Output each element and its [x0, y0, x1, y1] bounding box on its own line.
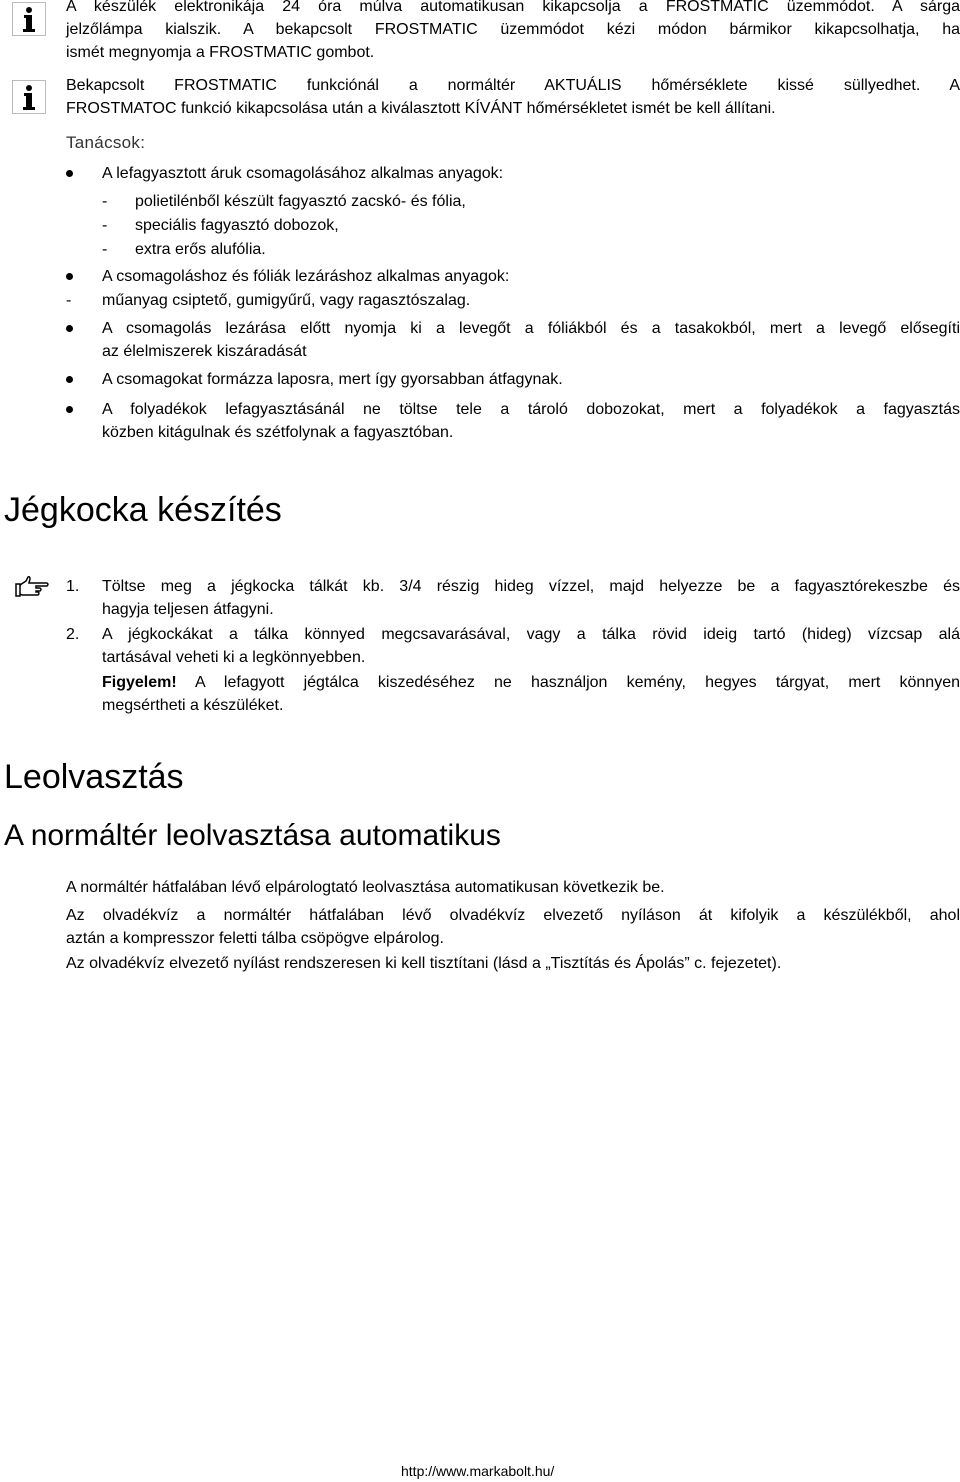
text-line: A folyadékok lefagyasztásánál ne töltse tele a tároló dobozokat, mert a folyadékok a fagyasztás — [102, 401, 960, 418]
text-line: hagyja teljesen átfagyni. — [102, 601, 274, 618]
warning-label: Figyelem! — [102, 674, 177, 691]
warning-paragraph — [102, 671, 960, 717]
defrost-paragraph-1: A normáltér hátfalában lévő elpárologtató leolvasztása automatikusan következik be. — [66, 879, 665, 896]
bullet — [66, 325, 73, 332]
tip-item-2: A csomagoláshoz és fóliák lezáráshoz alkalmas anyagok: — [102, 268, 510, 285]
text-line: A csomagolás lezárása előtt nyomja ki a levegőt a fóliákból és a tasakokból, mert a levegő elősegíti — [102, 320, 960, 337]
tip-subitem: speciális fagyasztó dobozok, — [135, 217, 339, 234]
defrost-paragraph-3: Az olvadékvíz elvezető nyílást rendszeresen ki kell tisztítani (lásd a „Tisztítás és Ápolás” c. fejezetet). — [66, 955, 782, 972]
dash: - — [102, 193, 108, 210]
text-line: FROSTMATOC funkció kikapcsolása után a kiválasztott KÍVÁNT hőmérsékletet ismét be kell állítani. — [66, 100, 776, 117]
tip-subitem: polietilénből készült fagyasztó zacskó- és fólia, — [135, 193, 466, 210]
dash: - — [102, 217, 108, 234]
section-subtitle-defrost: A normáltér leolvasztása automatikus — [4, 819, 501, 852]
info-paragraph-2 — [66, 74, 960, 120]
footer-url[interactable]: http://www.markabolt.hu/ — [401, 1463, 555, 1479]
bullet — [66, 170, 73, 177]
text-line: ismét megnyomja a FROSTMATIC gombot. — [66, 44, 375, 61]
defrost-paragraph-2 — [66, 904, 960, 950]
warning-text: A lefagyott jégtálca kiszedéséhez ne használjon kemény, hegyes tárgyat, mert könnyen — [176, 674, 960, 691]
dash: - — [66, 292, 72, 309]
text-line — [102, 671, 960, 694]
text-line: jelzőlámpa kialszik. A bekapcsolt FROSTMATIC üzemmódot kézi módon bármikor kikapcsolhatja, ha — [66, 21, 960, 38]
text-line: Az olvadékvíz a normáltér hátfalában lévő olvadékvíz elvezető nyíláson át kifolyik a készülékből, ahol — [66, 907, 960, 924]
tip-subitem: műanyag csiptető, gumigyűrű, vagy ragasztószalag. — [102, 292, 471, 309]
step-1 — [102, 575, 960, 621]
tip-item-5 — [102, 398, 960, 444]
text-line: A jégkockákat a tálka könnyed megcsavarásával, vagy a tálka rövid ideig tartó (hideg) vízcsap alá — [102, 626, 960, 643]
bullet — [66, 406, 73, 413]
step-2 — [102, 623, 960, 669]
text-line: megsértheti a készüléket. — [102, 697, 284, 714]
step-number: 2. — [66, 626, 80, 643]
dash: - — [102, 241, 108, 258]
text-line: Töltse meg a jégkocka tálkát kb. 3/4 részig hideg vízzel, majd helyezze be a fagyasztórekeszbe és — [102, 578, 960, 595]
tip-item-1: A lefagyasztott áruk csomagolásához alkalmas anyagok: — [102, 165, 504, 182]
pointing-hand-icon — [14, 574, 50, 598]
section-title-defrost: Leolvasztás — [4, 758, 184, 796]
section-title-ice: Jégkocka készítés — [4, 491, 282, 529]
step-number: 1. — [66, 578, 80, 595]
text-line: A készülék elektronikája 24 óra múlva automatikusan kikapcsolja a FROSTMATIC üzemmódot. A sárga — [66, 0, 960, 15]
info-icon — [12, 80, 46, 114]
tips-heading: Tanácsok: — [66, 133, 146, 152]
tip-item-3 — [102, 317, 960, 363]
bullet — [66, 376, 73, 383]
bullet — [66, 273, 73, 280]
text-line: tartásával veheti ki a legkönnyebben. — [102, 649, 366, 666]
text-line: az élelmiszerek kiszáradását — [102, 343, 307, 360]
tip-item-4: A csomagokat formázza laposra, mert így gyorsabban átfagynak. — [102, 371, 563, 388]
info-paragraph-1 — [66, 0, 960, 64]
tip-subitem: extra erős alufólia. — [135, 241, 266, 258]
text-line: aztán a kompresszor feletti tálba csöpögve elpárolog. — [66, 930, 444, 947]
text-line: Bekapcsolt FROSTMATIC funkciónál a normáltér AKTUÁLIS hőmérséklete kissé süllyedhet. A — [66, 77, 960, 94]
text-line: közben kitágulnak és szétfolynak a fagyasztóban. — [102, 424, 454, 441]
info-icon — [12, 2, 46, 36]
